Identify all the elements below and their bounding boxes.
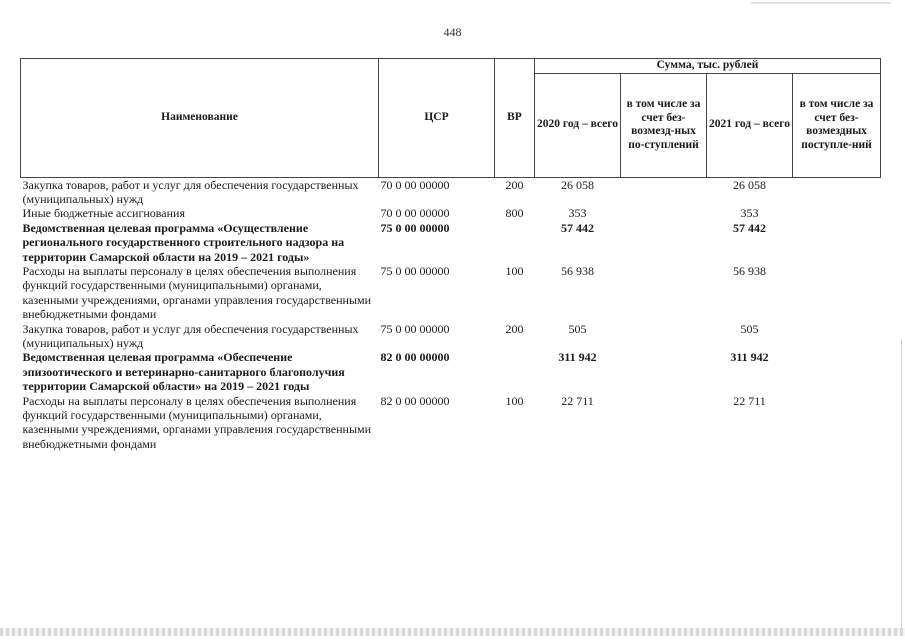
row-2021-total: 26 058: [733, 177, 766, 192]
row-2021-grants: [793, 177, 881, 206]
budget-table: [20, 58, 881, 451]
row-2020-total: 505: [568, 321, 587, 336]
scan-artifact-right: [901, 340, 902, 630]
row-2020-total: 22 711: [561, 393, 594, 408]
row-vr: 100: [505, 263, 524, 278]
row-name: Расходы на выплаты персоналу в целях обеспечения выполнения функций государственными (муниципальными) органами, казенными учреждениями, органами управления государственными внебюджетными фондами: [22, 393, 372, 451]
table-row-program: [21, 221, 881, 264]
row-2020-grants: [621, 206, 707, 220]
row-2021-grants: [793, 221, 881, 264]
row-name: Ведомственная целевая программа «Осуществление регионального государственного строительного надзора на территории Самарской области на 2019 – 2021 годы»: [22, 220, 345, 264]
header-name: Наименование: [21, 59, 379, 178]
table-row-program: [21, 350, 881, 393]
row-2020-total: 311 942: [558, 350, 597, 365]
header-vr: ВР: [495, 59, 535, 178]
row-csr: 82 0 00 00000: [380, 393, 450, 408]
header-2020-grants: в том числе за счет без-возмезд-ных по-ступлений: [621, 73, 707, 177]
row-2021-grants: [793, 206, 881, 220]
header-sum-group: Сумма, тыс. рублей: [535, 59, 881, 74]
row-2020-grants: [621, 221, 707, 264]
row-2021-total: 56 938: [733, 263, 766, 278]
table-row: [21, 322, 881, 351]
row-vr: 200: [505, 321, 524, 336]
row-2020-grants: [621, 177, 707, 206]
row-2021-grants: [793, 264, 881, 322]
row-2020-total: 57 442: [561, 220, 594, 235]
table-row: [21, 394, 881, 452]
row-name: Закупка товаров, работ и услуг для обеспечения государственных (муниципальных) нужд: [22, 177, 359, 206]
scan-artifact-bottom: [0, 628, 905, 636]
row-csr: 75 0 00 00000: [380, 263, 450, 278]
table-row: [21, 206, 881, 220]
row-2020-grants: [621, 394, 707, 452]
row-name: Расходы на выплаты персоналу в целях обеспечения выполнения функций государственными (муниципальными) органами, казенными учреждениями, органами управления государственными внебюджетными фондами: [22, 263, 372, 322]
row-vr: 800: [505, 206, 524, 221]
header-2021-total: 2021 год – всего: [707, 73, 793, 177]
row-2021-grants: [793, 394, 881, 452]
row-vr: [495, 221, 535, 264]
header-2021-grants: в том числе за счет без-возмездных поступле-ний: [793, 73, 881, 177]
row-2021-total: 505: [740, 321, 759, 336]
row-csr: 75 0 00 00000: [380, 220, 450, 235]
row-2021-total: 57 442: [733, 220, 766, 235]
row-2020-total: 56 938: [561, 263, 594, 278]
table-row: [21, 264, 881, 322]
header-2020-total: 2020 год – всего: [535, 73, 621, 177]
row-vr: 100: [505, 393, 524, 408]
scan-artifact-top: [751, 2, 891, 4]
row-name: Закупка товаров, работ и услуг для обеспечения государственных (муниципальных) нужд: [22, 321, 359, 350]
row-name: Иные бюджетные ассигнования: [22, 206, 185, 221]
row-2021-grants: [793, 350, 881, 393]
page-number: 448: [443, 25, 462, 39]
header-csr: ЦСР: [379, 59, 495, 178]
row-2020-grants: [621, 350, 707, 393]
row-csr: 70 0 00 00000: [380, 206, 450, 221]
row-2020-grants: [621, 264, 707, 322]
row-2020-grants: [621, 322, 707, 351]
row-vr: 200: [505, 177, 524, 192]
row-csr: 75 0 00 00000: [380, 321, 450, 336]
row-2021-total: 22 711: [733, 393, 766, 408]
row-2021-grants: [793, 322, 881, 351]
row-vr: [495, 350, 535, 393]
row-2021-total: 353: [740, 206, 759, 221]
row-name: Ведомственная целевая программа «Обеспечение эпизоотического и ветеринарно-санитарного благополучия территории Самарской области» на 2019 – 2021 годы: [22, 350, 345, 394]
row-csr: 70 0 00 00000: [380, 177, 450, 192]
row-csr: 82 0 00 00000: [380, 350, 450, 365]
row-2020-total: 26 058: [561, 177, 594, 192]
table-row: [21, 177, 881, 206]
row-2021-total: 311 942: [730, 350, 769, 365]
row-2020-total: 353: [568, 206, 587, 221]
